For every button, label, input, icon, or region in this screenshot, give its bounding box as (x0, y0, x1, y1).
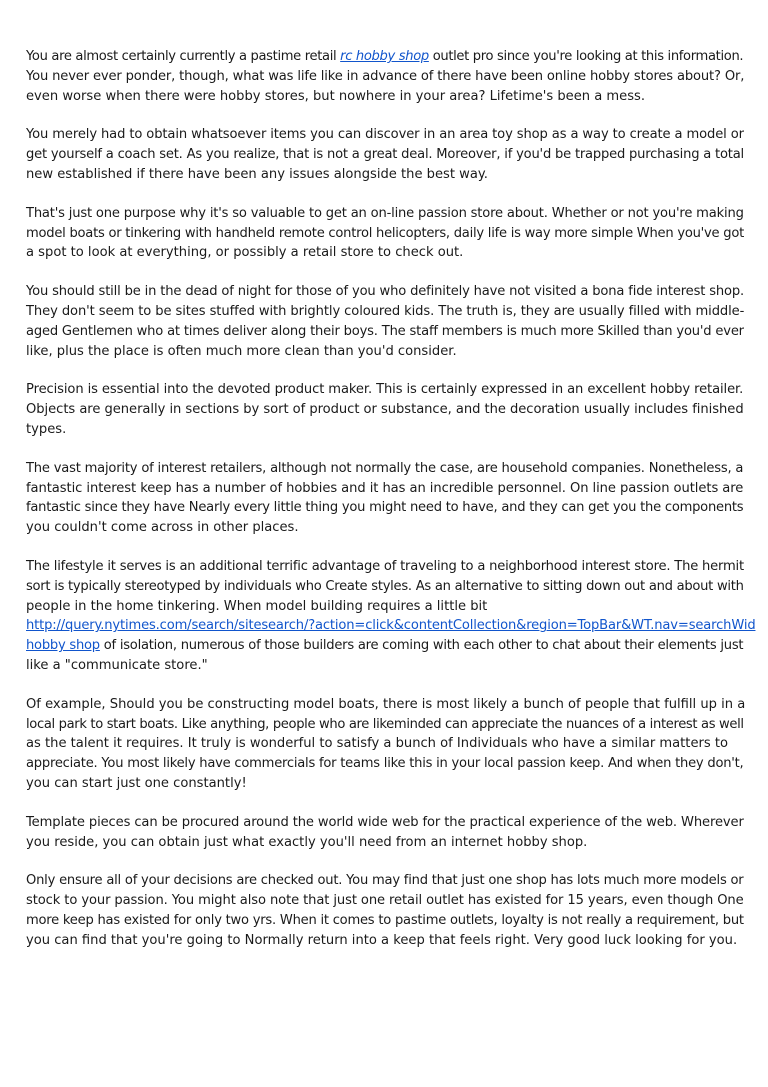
paragraph-line: even worse when there were hobby stores, but nowhere in your area? Lifetime's been a mess. (26, 88, 646, 104)
paragraph-4 (26, 282, 746, 361)
paragraph-line: sort is typically stereotyped by individuals who Create styles. As an alternative to sitting down out and about with (26, 578, 744, 594)
paragraph-line: like a "communicate store." (26, 657, 208, 673)
paragraph-line: Only ensure all of your decisions are checked out. You may find that just one shop has lots much more models or (26, 873, 744, 889)
paragraph-2 (26, 125, 746, 184)
hobby-shop-link[interactable]: hobby shop (26, 638, 100, 654)
nytimes-search-link[interactable]: http://query.nytimes.com/search/sitesearch/?action=click&contentCollection&region=TopBar&WT.nav=searchWid (26, 618, 756, 634)
paragraph-line: fantastic since they have Nearly every little thing you might need to have, and they can get you the components (26, 500, 744, 516)
paragraph-line: You merely had to obtain whatsoever items you can discover in an area toy shop as a way to create a model or (26, 127, 744, 143)
paragraph-line: you couldn't come across in other places. (26, 520, 299, 536)
paragraph-line: aged Gentlemen who at times deliver along their boys. The staff members is much more Skilled than you'd ever (26, 323, 744, 339)
paragraph-line: They don't seem to be sites stuffed with brightly coloured kids. The truth is, they are usually filled with middle- (26, 303, 745, 319)
paragraph-line: You never ever ponder, though, what was life like in advance of there have been online hobby stores about? Or, (26, 68, 745, 84)
paragraph-line: model boats or tinkering with handheld remote control helicopters, daily life is way more simple When you've got (26, 225, 744, 241)
paragraph-line: Of example, Should you be constructing model boats, there is most likely a bunch of people that fulfill up in a (26, 696, 746, 712)
paragraph-line: like, plus the place is often much more clean than you'd consider. (26, 343, 457, 359)
paragraph-5 (26, 380, 746, 439)
paragraph-line: more keep has existed for only two yrs. When it comes to pastime outlets, loyalty is not really a requirement, but (26, 912, 744, 928)
paragraph-line: types. (26, 421, 67, 437)
paragraph-10 (26, 871, 746, 950)
paragraph-line: as the talent it requires. It truly is wonderful to satisfy a bunch of Individuals who have a similar matters to (26, 736, 729, 752)
paragraph-1 (26, 47, 746, 106)
paragraph-line: get yourself a coach set. As you realize, that is not a great deal. Moreover, if you'd be trapped purchasing a total (26, 147, 744, 163)
paragraph-line: you can start just one constantly! (26, 775, 247, 791)
paragraph-line: local park to start boats. Like anything, people who are likeminded can appreciate the nuances of a interest as well (26, 716, 744, 732)
paragraph-line: hobby shop of isolation, numerous of those builders are coming with each other to chat about their elements just (26, 638, 744, 654)
paragraph-3 (26, 204, 746, 263)
paragraph-9 (26, 813, 746, 853)
paragraph-line: people in the home tinkering. When model building requires a little bit (26, 598, 488, 614)
paragraph-line: The vast majority of interest retailers, although not normally the case, are household companies. Nonetheless, a (26, 460, 744, 476)
paragraph-6 (26, 459, 746, 538)
paragraph-line: a spot to look at everything, or possibly a retail store to check out. (26, 245, 464, 261)
paragraph-line: you can find that you're going to Normally return into a keep that feels right. Very good luck looking for you. (26, 932, 738, 948)
paragraph-line: The lifestyle it serves is an additional terrific advantage of traveling to a neighborhood interest store. The hermit (26, 558, 744, 574)
paragraph-line: you reside, you can obtain just what exactly you'll need from an internet hobby shop. (26, 834, 588, 850)
paragraph-8 (26, 695, 746, 794)
paragraph-line: appreciate. You most likely have commercials for teams like this in your local passion keep. And when they don't, (26, 756, 744, 772)
paragraph-line: Template pieces can be procured around the world wide web for the practical experience of the web. Wherever (26, 814, 744, 830)
paragraph-line: You are almost certainly currently a pastime retail rc hobby shop outlet pro since you're looking at this information. (26, 49, 744, 64)
paragraph-line: stock to your passion. You might also note that just one retail outlet has existed for 15 years, even though One (26, 893, 744, 909)
paragraph-line: new established if there have been any issues alongside the best way. (26, 166, 488, 182)
paragraph-line: You should still be in the dead of night for those of you who definitely have not visited a bona fide interest shop. (26, 284, 745, 300)
paragraph-line: Objects are generally in sections by sort of product or substance, and the decoration usually includes finished (26, 402, 744, 418)
document-page (26, 47, 756, 969)
paragraph-7 (26, 557, 756, 676)
paragraph-line: That's just one purpose why it's so valuable to get an on-line passion store about. Whether or not you're making (26, 205, 744, 221)
paragraph-line: Precision is essential into the devoted product maker. This is certainly expressed in an excellent hobby retailer. (26, 382, 744, 398)
rc-hobby-shop-link[interactable]: rc hobby shop (340, 49, 429, 64)
paragraph-line (26, 616, 756, 636)
paragraph-line: fantastic interest keep has a number of hobbies and it has an incredible personnel. On line passion outlets are (26, 480, 744, 496)
